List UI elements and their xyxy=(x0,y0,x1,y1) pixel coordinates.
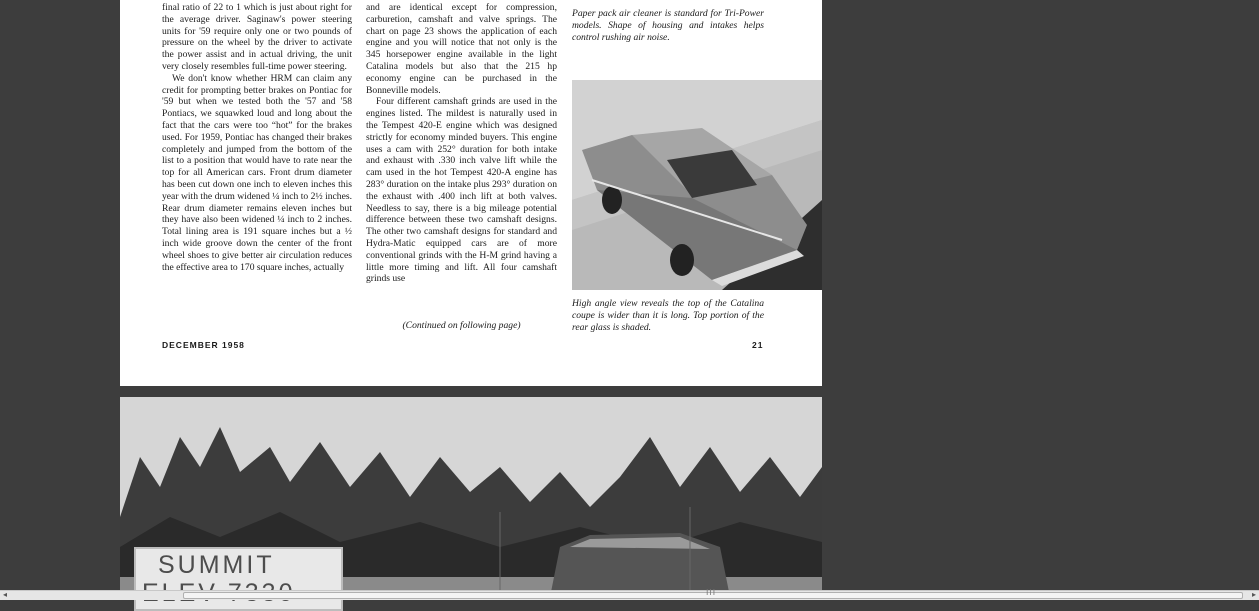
photo-catalina-coupe xyxy=(572,80,822,290)
page-number: 21 xyxy=(752,340,764,350)
scroll-right-arrow-icon[interactable]: ▸ xyxy=(1251,590,1256,599)
continued-note: (Continued on following page) xyxy=(402,320,521,331)
scroll-left-arrow-icon[interactable]: ◂ xyxy=(2,590,7,599)
paragraph: and are identical except for compression, carburetion, camshaft and valve springs. The chart on page 23 shows the application of each engine and you will notice that not only is the 345 horsepower engine available in the light Catalina models but also that the 215 hp economy engine can be purchased in the Bonneville models. xyxy=(366,2,557,96)
footer-date: DECEMBER 1958 xyxy=(162,340,245,350)
page-22 xyxy=(120,397,822,597)
caption-air-cleaner: Paper pack air cleaner is standard for Tri-Power models. Shape of housing and intakes helps control rushing air noise. xyxy=(572,8,764,43)
car-photo-illustration xyxy=(572,80,822,290)
page-21 xyxy=(120,0,822,386)
paragraph: Four different camshaft grinds are used in the engines listed. The mildest is naturally used in the Tempest 420-E engine which was designed strictly for economy minded buyers. This engine uses a cam with 252° duration for both intake and exhaust with .330 inch valve lift while the cam used in the hot Tempest 420-A engine has 283° duration on the intake plus 293° duration on the exhaust with .400 inch lift at both valves. Needless to say, there is a big mileage potential difference between these two camshaft designs. The other two camshaft designs for standard and Hydra-Matic equipped cars are of more conventional grinds with the H-M grind having a little more timing and lift. All four camshaft grinds use xyxy=(366,96,557,285)
paragraph: final ratio of 22 to 1 which is just about right for the average driver. Saginaw's power steering units for '59 require only one or two pounds of pressure on the wheel by the driver to activate the power assist and in actual driving, the unit very closely resembles full-time power steering. xyxy=(162,2,352,72)
caption-high-angle: High angle view reveals the top of the Catalina coupe is wider than it is long. Top portion of the rear glass is shaded. xyxy=(572,298,764,333)
paragraph: We don't know whether HRM can claim any credit for prompting better brakes on Pontiac for '59 but when we tested both the '57 and '58 Pontiacs, we squawked loud and long about the fact that the cars were too “hot” for the brakes used. For 1959, Pontiac has changed their brakes completely and jumped from the bottom of the list to a position that would have to rate near the top for all American cars. Front drum diameter has been cut down one inch to eleven inches this year with the drum widened ¼ inch to 2½ inches. Rear drum diameter remains eleven inches but they have also been widened ¼ inch to 2 inches. Total lining area is 191 square inches but a ½ inch wide groove down the center of the front wheel shoes to give better air circulation reduces the effective area to 170 square inches, actually xyxy=(162,72,352,273)
scrollbar-grip-icon[interactable]: III xyxy=(706,588,717,597)
horizontal-scrollbar[interactable] xyxy=(0,590,1259,600)
text-column-middle xyxy=(366,2,557,285)
sign-text-summit: SUMMIT xyxy=(158,551,275,579)
text-column-left xyxy=(162,2,352,273)
